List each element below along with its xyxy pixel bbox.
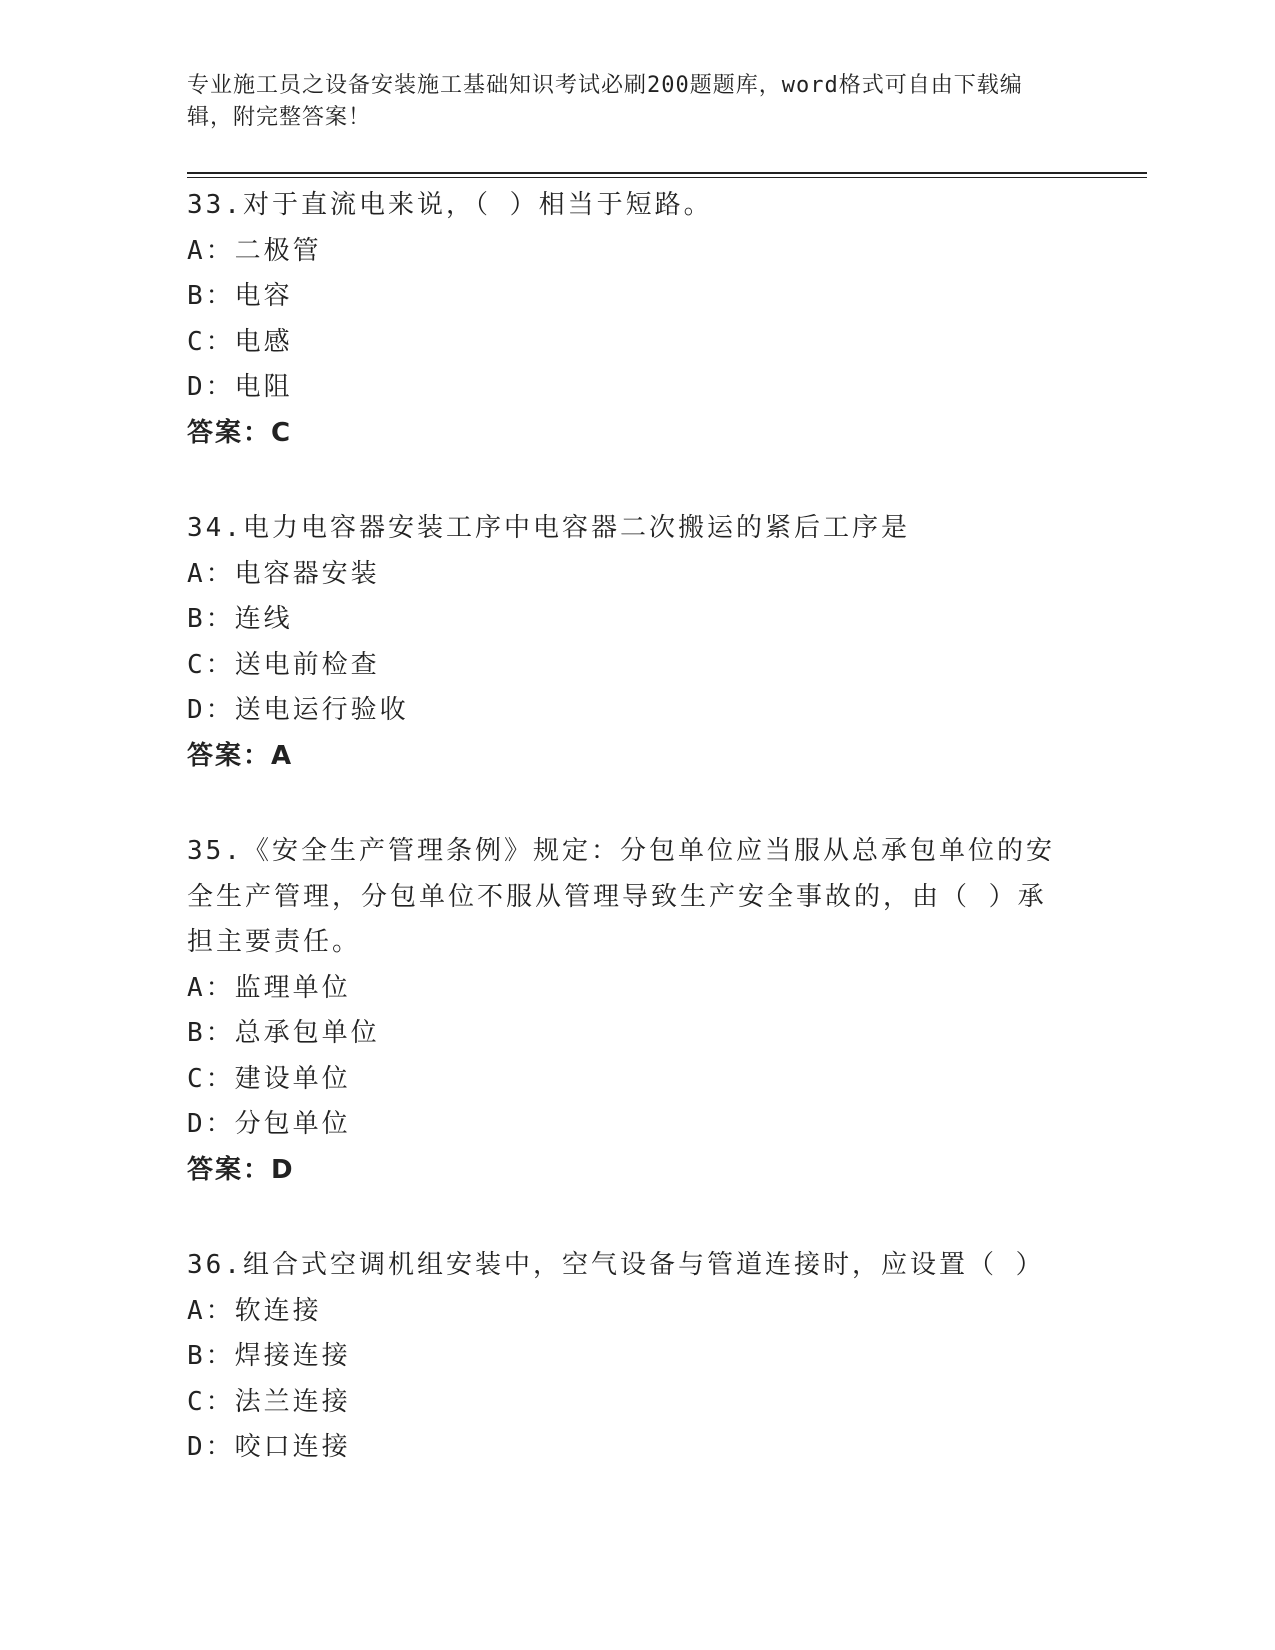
option-c: C：送电前检查 [187,649,380,680]
option-b: B：连线 [187,604,293,634]
document-header: 专业施工员之设备安装施工基础知识考试必刷200题题库，word格式可自由下载编辑，附完整答案！ [187,73,1023,130]
question-stem: 33.对于直流电来说，（ ）相当于短路。 [187,190,713,220]
answer-line [187,734,1147,780]
option-d: D：送电运行验收 [187,695,409,725]
question-stem: 34.电力电容器安装工序中电容器二次搬运的紧后工序是 [187,513,910,543]
option-c: C：法兰连接 [187,1386,351,1417]
answer-label: 答案： [187,740,272,771]
option-d: D：咬口连接 [187,1432,351,1462]
answer-label: 答案： [187,1154,272,1185]
question-35 [187,824,1147,1193]
answer-line [187,411,1147,457]
question-stem: 35.《安全生产管理条例》规定：分包单位应当服从总承包单位的安全生产管理，分包单位不服从管理导致生产安全事故的，由（ ）承担主要责任。 [187,836,1055,957]
option-b: B：电容 [187,281,293,311]
option-d: D：电阻 [187,372,293,402]
answer-line [187,1148,1147,1194]
answer-value: A [271,740,294,771]
option-c: C：建设单位 [187,1063,351,1094]
answer-value: D [271,1154,295,1185]
question-stem: 36.组合式空调机组安装中，空气设备与管道连接时，应设置（ ） [187,1250,1045,1280]
document-page [187,70,1147,1471]
answer-value: C [271,417,293,448]
option-a: A：电容器安装 [187,558,380,589]
option-a: A：二极管 [187,235,322,266]
option-b: B：焊接连接 [187,1341,351,1371]
option-b: B：总承包单位 [187,1018,380,1048]
divider-line-top [187,172,1147,174]
answer-label: 答案： [187,417,272,448]
question-36 [187,1238,1147,1471]
option-d: D：分包单位 [187,1109,351,1139]
question-34 [187,501,1147,779]
option-a: A：监理单位 [187,972,351,1003]
question-33 [187,178,1147,456]
option-c: C：电感 [187,326,293,357]
option-a: A：软连接 [187,1295,322,1326]
